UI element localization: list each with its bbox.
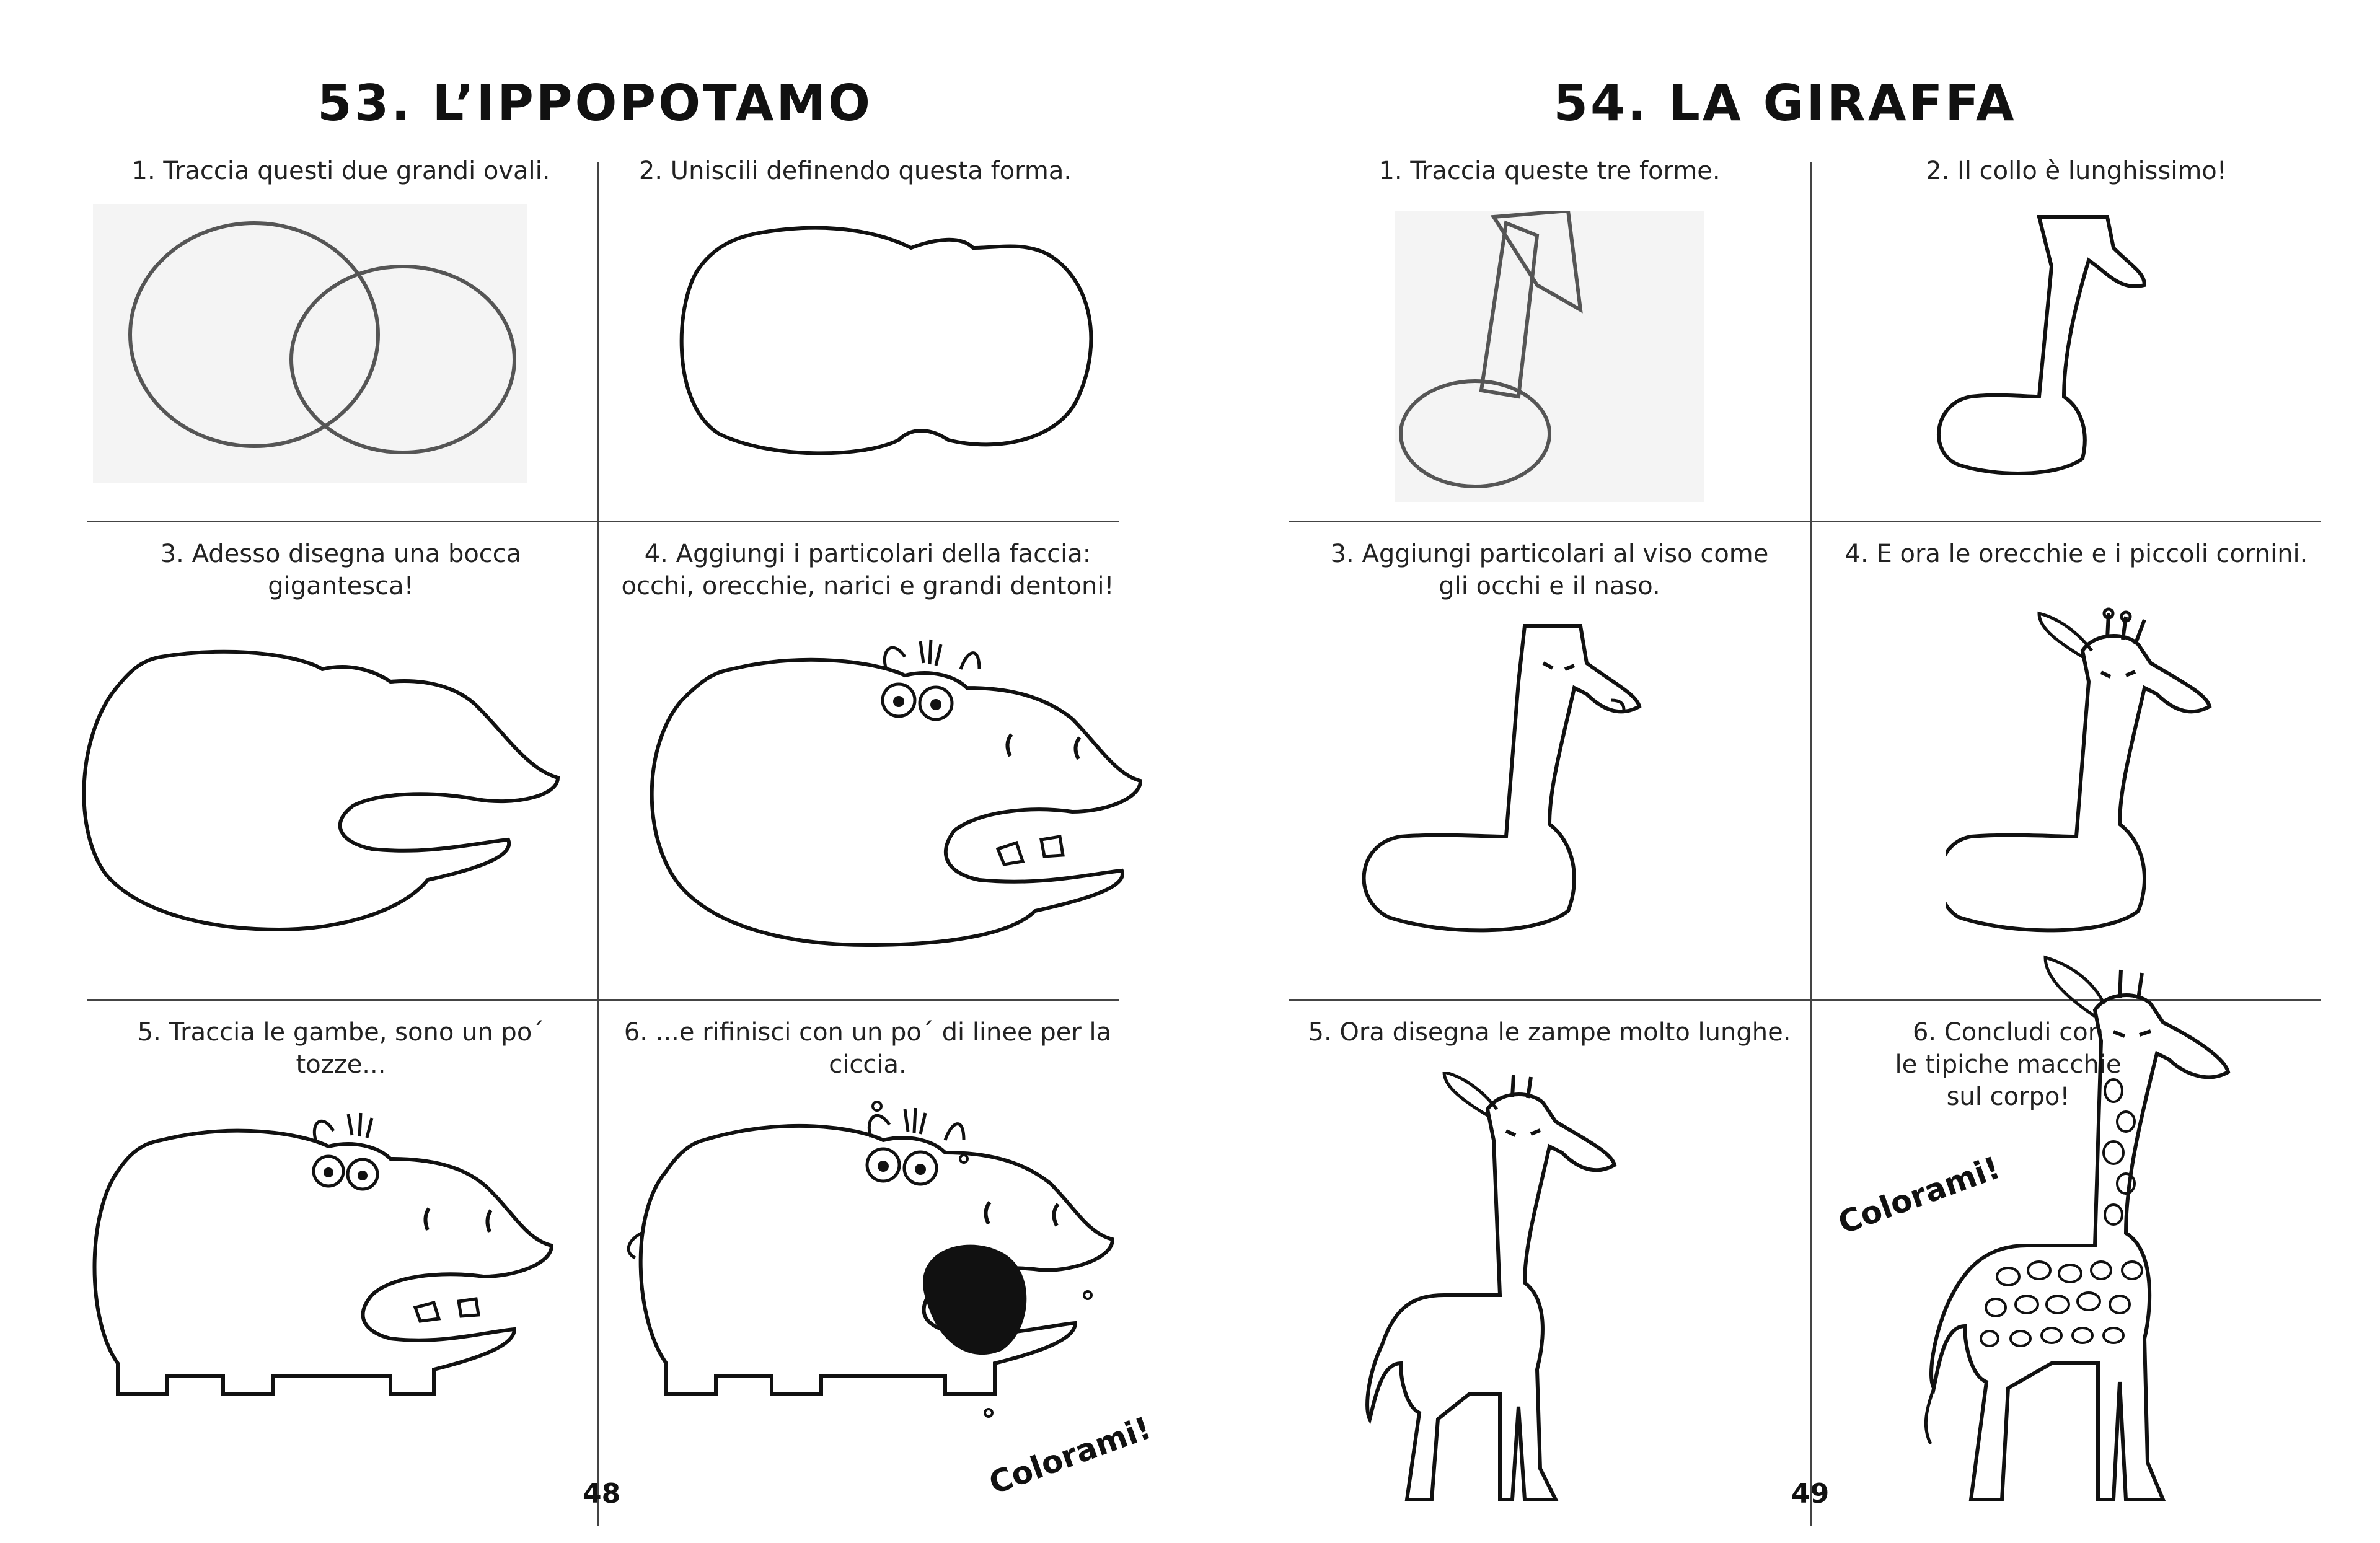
page-number: 49 bbox=[1791, 1478, 1830, 1510]
grid-divider-vertical bbox=[1810, 162, 1812, 1526]
step-3-caption: 3. Aggiungi particolari al viso come gli occhi e il naso. bbox=[1330, 540, 1769, 600]
giraffe-step-6-drawing bbox=[1909, 954, 2306, 1512]
step-2-caption: 2. Uniscili definendo questa forma. bbox=[638, 157, 1072, 185]
colorami-stamp: Colorami! bbox=[1833, 1150, 2005, 1241]
step-4-caption: 4. E ora le orecchie e i piccoli cornini. bbox=[1844, 540, 2308, 568]
step-5-caption: 5. Traccia le gambe, sono un po´ tozze... bbox=[137, 1018, 545, 1079]
hippo-step-1-drawing bbox=[93, 204, 527, 483]
grid-divider-horizontal-1 bbox=[1289, 521, 2321, 522]
step-6-caption: 6. ...e rifinisci con un po´ di linee per la ciccia. bbox=[624, 1018, 1112, 1079]
giraffe-step-2-drawing bbox=[1934, 211, 2194, 483]
step-1-caption: 1. Traccia questi due grandi ovali. bbox=[131, 157, 550, 185]
step-2-caption: 2. Il collo è lunghissimo! bbox=[1926, 157, 2227, 185]
page-number: 48 bbox=[583, 1478, 621, 1510]
grid-divider-horizontal-2 bbox=[87, 999, 1119, 1001]
step-1-caption: 1. Traccia queste tre forme. bbox=[1378, 157, 1721, 185]
grid-divider-vertical bbox=[597, 162, 599, 1526]
page-title-giraffe: 54. LA GIRAFFA bbox=[1553, 74, 2017, 132]
page-title-hippo: 53. L’IPPOPOTAMO bbox=[317, 74, 873, 132]
giraffe-step-3-drawing bbox=[1351, 620, 1649, 942]
step-4-caption: 4. Aggiungi i particolari della faccia: occhi, orecchie, narici e grandi dentoni! bbox=[621, 540, 1114, 600]
hippo-step-2-drawing bbox=[676, 223, 1109, 465]
giraffe-step-4-drawing bbox=[1946, 601, 2244, 942]
giraffe-step-5-drawing bbox=[1357, 1072, 1649, 1506]
hippo-step-3-drawing bbox=[81, 644, 564, 936]
hippo-step-4-drawing bbox=[645, 626, 1159, 948]
step-6-caption: 6. Concludi con le tipiche macchie sul corpo! bbox=[1895, 1018, 2122, 1111]
grid-divider-horizontal-1 bbox=[87, 521, 1119, 522]
step-5-caption: 5. Ora disegna le zampe molto lunghe. bbox=[1308, 1018, 1791, 1047]
right-page bbox=[1190, 0, 2380, 1543]
step-3-caption: 3. Adesso disegna una bocca gigantesca! bbox=[160, 540, 522, 600]
hippo-step-6-drawing bbox=[617, 1091, 1162, 1431]
giraffe-step-1-drawing bbox=[1395, 211, 1704, 502]
hippo-step-5-drawing bbox=[81, 1103, 576, 1425]
colorami-stamp: Colorami! bbox=[984, 1410, 1156, 1501]
